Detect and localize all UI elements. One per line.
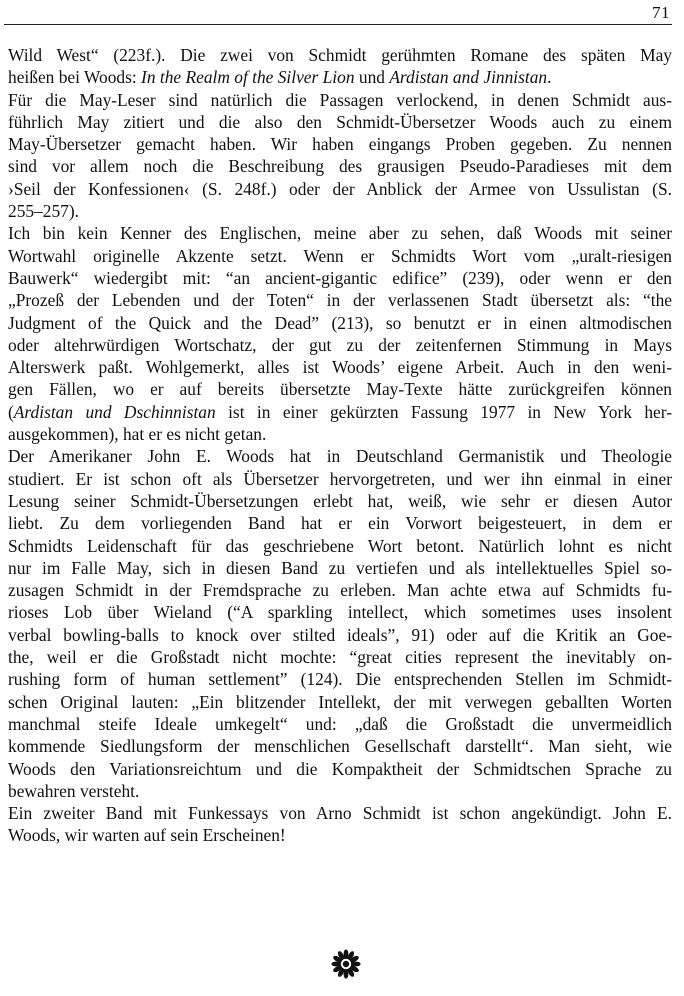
- text-segment: verbal bowling-balls to knock over stilted ideals”, 91) oder auf die Kritik an Goe-: [8, 624, 672, 645]
- text-segment: (: [8, 401, 14, 422]
- text-line: [8, 445, 672, 467]
- text-line: [8, 289, 672, 311]
- text-line: [8, 356, 672, 378]
- text-line: [8, 490, 672, 512]
- text-segment: Bauwerk“ wiedergibt mit: “an ancient-gigantic edifice” (239), oder wenn er den: [8, 267, 672, 288]
- text-segment: rushing form of human settlement” (124). Die entsprechenden Stellen im Schmidt-: [8, 669, 672, 690]
- text-segment: Für die May-Leser sind natürlich die Passagen verlockend, in denen Schmidt aus-: [8, 89, 672, 110]
- text-line: [8, 334, 672, 356]
- text-line: [8, 245, 672, 267]
- text-line: [8, 200, 672, 222]
- text-segment: May-Übersetzer gemacht haben. Wir haben eingangs Proben gegeben. Zu nennen: [8, 134, 672, 155]
- text-segment: Ein zweiter Band mit Funkessays von Arno Schmidt ist schon angekündigt. John E.: [8, 803, 672, 824]
- page-number: 71: [652, 3, 670, 22]
- text-segment: Alterswerk paßt. Wohlgemerkt, alles ist Woods’ eigene Arbeit. Auch in den weni-: [8, 357, 672, 378]
- text-line: [8, 89, 672, 111]
- text-line: [8, 44, 672, 66]
- italic-title: Ardistan and Jinnistan: [389, 67, 548, 88]
- text-line: [8, 401, 672, 423]
- text-segment: Woods, wir warten auf sein Erscheinen!: [8, 825, 286, 846]
- text-segment: rioses Lob über Wieland (“A sparkling intellect, which sometimes uses insolent: [8, 602, 672, 623]
- text-segment: manchmal steife Ideale umkegelt“ und: „daß die Großstadt die unvermeidlich: [8, 713, 672, 734]
- text-segment: schen Original lauten: „Ein blitzender Intellekt, der mit verwegen geballten Worten: [8, 691, 672, 712]
- text-line: [8, 758, 672, 780]
- flower-ornament-icon: [330, 948, 362, 980]
- text-segment: Wortwahl originelle Akzente setzt. Wenn er Schmidts Wort vom „uralt-riesigen: [8, 245, 672, 266]
- text-segment: bewahren versteht.: [8, 780, 140, 801]
- text-segment: studiert. Er ist schon oft als Übersetzer hervorgetreten, und wer ihn einmal in einer: [8, 468, 672, 489]
- text-line: [8, 579, 672, 601]
- text-line: [8, 646, 672, 668]
- text-line: [8, 155, 672, 177]
- text-line: [8, 423, 672, 445]
- text-segment: heißen bei Woods:: [8, 67, 142, 88]
- text-segment: zusagen Schmidt in der Fremdsprache zu erleben. Man achte etwa auf Schmidts fu-: [8, 580, 672, 601]
- text-line: [8, 624, 672, 646]
- body-text: [8, 44, 672, 847]
- text-segment: Ich bin kein Kenner des Englischen, meine aber zu sehen, daß Woods mit seiner: [8, 223, 672, 244]
- text-segment: Woods den Variationsreichtum und die Kompaktheit der Schmidtschen Sprache zu: [8, 758, 672, 779]
- text-segment: the, weil er die Großstadt nicht mochte: “great cities represent the inevitably on-: [8, 647, 672, 668]
- text-line: [8, 512, 672, 534]
- header-rule: [4, 24, 672, 25]
- text-line: [8, 378, 672, 400]
- text-line: [8, 535, 672, 557]
- text-segment: .: [547, 67, 552, 88]
- text-segment: Judgment of the Quick and the Dead” (213), so benutzt er in einen altmodischen: [8, 312, 672, 333]
- text-line: [8, 312, 672, 334]
- text-line: [8, 111, 672, 133]
- text-segment: „Prozeß der Lebenden und der Toten“ in der verlassenen Stadt übersetzt als: “the: [8, 290, 672, 311]
- text-line: [8, 267, 672, 289]
- italic-title: In the Realm of the Silver Lion: [141, 67, 355, 88]
- text-line: [8, 468, 672, 490]
- text-segment: ist in einer gekürzten Fassung 1977 in New York her-: [215, 401, 672, 422]
- text-line: [8, 668, 672, 690]
- text-segment: ausgekommen), hat er es nicht getan.: [8, 424, 267, 445]
- text-segment: kommende Siedlungsform der menschlichen Gesellschaft darstellt“. Man sieht, wie: [8, 736, 672, 757]
- text-segment: führlich May zitiert und die also den Schmidt-Übersetzer Woods auch zu einem: [8, 111, 672, 132]
- text-segment: sind vor allem noch die Beschreibung des grausigen Pseudo-Paradieses mit dem: [8, 156, 672, 177]
- italic-title: Ardistan und Dschinnistan: [13, 401, 216, 422]
- text-line: [8, 222, 672, 244]
- text-line: [8, 557, 672, 579]
- text-line: [8, 178, 672, 200]
- text-segment: oder altehrwürdigen Wortschatz, der gut zu der zeitenfernen Stimmung in Mays: [8, 334, 672, 355]
- text-segment: Schmidts Leidenschaft für das geschriebene Wort betont. Natürlich lohnt es nicht: [8, 535, 672, 556]
- text-line: [8, 601, 672, 623]
- text-line: [8, 713, 672, 735]
- text-segment: liebt. Zu dem vorliegenden Band hat er ein Vorwort beigesteuert, in dem er: [8, 513, 672, 534]
- text-line: [8, 691, 672, 713]
- text-segment: ›Seil der Konfessionen‹ (S. 248f.) oder der Anblick der Armee von Ussulistan (S.: [8, 178, 672, 199]
- text-line: [8, 133, 672, 155]
- text-segment: nur im Falle May, sich in diesen Band zu vertiefen und als intellektuelles Spiel so-: [8, 557, 672, 578]
- text-segment: und: [354, 67, 390, 88]
- text-line: [8, 66, 672, 88]
- text-line: [8, 802, 672, 824]
- text-segment: Wild West“ (223f.). Die zwei von Schmidt gerühmten Romane des späten May: [8, 45, 672, 65]
- text-segment: gen Fällen, wo er auf bereits übersetzte May-Texte hätte zurückgreifen können: [8, 379, 672, 400]
- text-line: [8, 735, 672, 757]
- text-segment: Lesung seiner Schmidt-Übersetzungen erlebt hat, weiß, wie sehr er diesen Autor: [8, 490, 672, 511]
- text-line: [8, 824, 672, 846]
- text-line: [8, 780, 672, 802]
- text-segment: 255–257).: [8, 201, 80, 222]
- text-segment: Der Amerikaner John E. Woods hat in Deutschland Germanistik und Theologie: [8, 446, 672, 467]
